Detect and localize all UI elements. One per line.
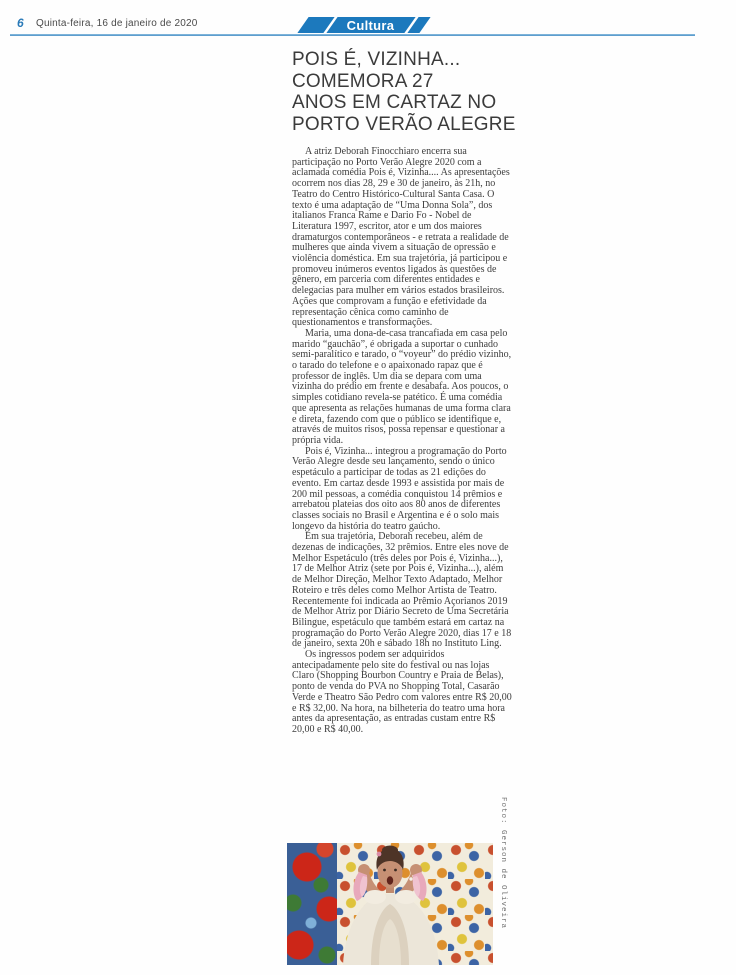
headline-line: PORTO VERÃO ALEGRE <box>292 113 516 135</box>
section-badge <box>303 17 425 33</box>
paragraph: Maria, uma dona-de-casa trancafiada em casa pelo marido “gauchão”, é obrigada a suportar o cunhado semi-paralítico e tarado, o “voyeur” do prédio vizinho, o tarado do telefone e o apaixonado rapaz que é professor de inglês. Um dia se depara com uma vizinha do prédio em frente e desabafa. Aos poucos, o simples cotidiano revela-se patético. É uma comédia que apresenta as relações humanas de uma forma clara e direta, fazendo com que o público se identifique e, através de muitos risos, possa repensar e questionar a própria vida. <box>292 327 512 446</box>
section-label: Cultura <box>347 17 395 33</box>
article-photo <box>287 843 493 965</box>
article-body <box>292 147 513 736</box>
actress-figure <box>287 843 493 965</box>
article-headline <box>292 49 522 135</box>
headline-line: COMEMORA 27 <box>292 70 434 92</box>
paragraph: A atriz Deborah Finocchiaro encerra sua participação no Porto Verão Alegre 2020 com a aclamada comédia Pois é, Vizinha.... As apresentações ocorrem nos dias 28, 29 e 30 de janeiro, às 21h, no Teatro do Centro Histórico-Cultural Santa Casa. O texto é uma adaptação de “Uma Donna Sola”, dos italianos Franca Rame e Dario Fo - Nobel de Literatura 1997, escritor, ator e um dos maiores dramaturgos contemporâneos - e retrata a realidade de mulheres que ainda vivem a situação de opressão e violência doméstica. Em sua trajetória, já participou e promoveu inúmeros eventos ligados às questões de gênero, em parceria com diferentes entidades e delegacias para mulher em vários estados brasileiros. Ações que comprovam a função e efetividade da representação cênica como caminho de questionamentos e transformações. <box>292 146 510 329</box>
header-rule <box>10 34 695 36</box>
page-number: 6 <box>17 16 24 30</box>
paragraph: Os ingressos podem ser adquiridos antecipadamente pelo site do festival ou nas lojas Claro (Shopping Bourbon Country e Praia de Belas), ponto de venda do PVA no Shopping Total, Casarão Verde e Theatro São Pedro com valores entre R$ 20,00 e R$ 32,00. Na hora, na bilheteria do teatro uma hora antes da apresentação, as entradas custam entre R$ 20,00 e R$ 40,00. <box>292 649 512 735</box>
masthead <box>0 0 736 40</box>
paragraph: Em sua trajetória, Deborah recebeu, além de dezenas de indicações, 32 prêmios. Entre eles nove de Melhor Espetáculo (três deles por Pois é, Vizinha...), 17 de Melhor Atriz (sete por Pois é, Vizinha...), além de Melhor Direção, Melhor Texto Adaptado, Melhor Roteiro e três deles como Melhor Artista de Teatro. Recentemente foi indicada ao Prêmio Açorianos 2019 de Melhor Atriz por Diário Secreto de Uma Secretária Bilingue, espetáculo que também estará em cartaz na programação do Porto Verão Alegre 2020, dias 17 e 18 de janeiro, sexta 20h e sábado 18h no Instituto Ling. <box>292 531 512 650</box>
badge-body <box>326 17 415 33</box>
date-line: Quinta-feira, 16 de janeiro de 2020 <box>36 18 198 29</box>
headline-line: POIS É, VIZINHA... <box>292 49 461 70</box>
photo-credit: Foto: Gerson de Oliveira <box>499 797 507 930</box>
paragraph: Pois é, Vizinha... integrou a programação do Porto Verão Alegre desde seu lançamento, sendo o único espetáculo a participar de todas as 21 edições do evento. Em cartaz desde 1993 e assistida por mais de 200 mil pessoas, a comédia conquistou 14 prêmios e arrebatou plateias dos oito aos 80 anos de diferentes classes sociais no Brasil e Argentina e é o solo mais longevo da história do teatro gaúcho. <box>292 445 507 532</box>
headline-line: ANOS EM CARTAZ NO <box>292 92 497 113</box>
